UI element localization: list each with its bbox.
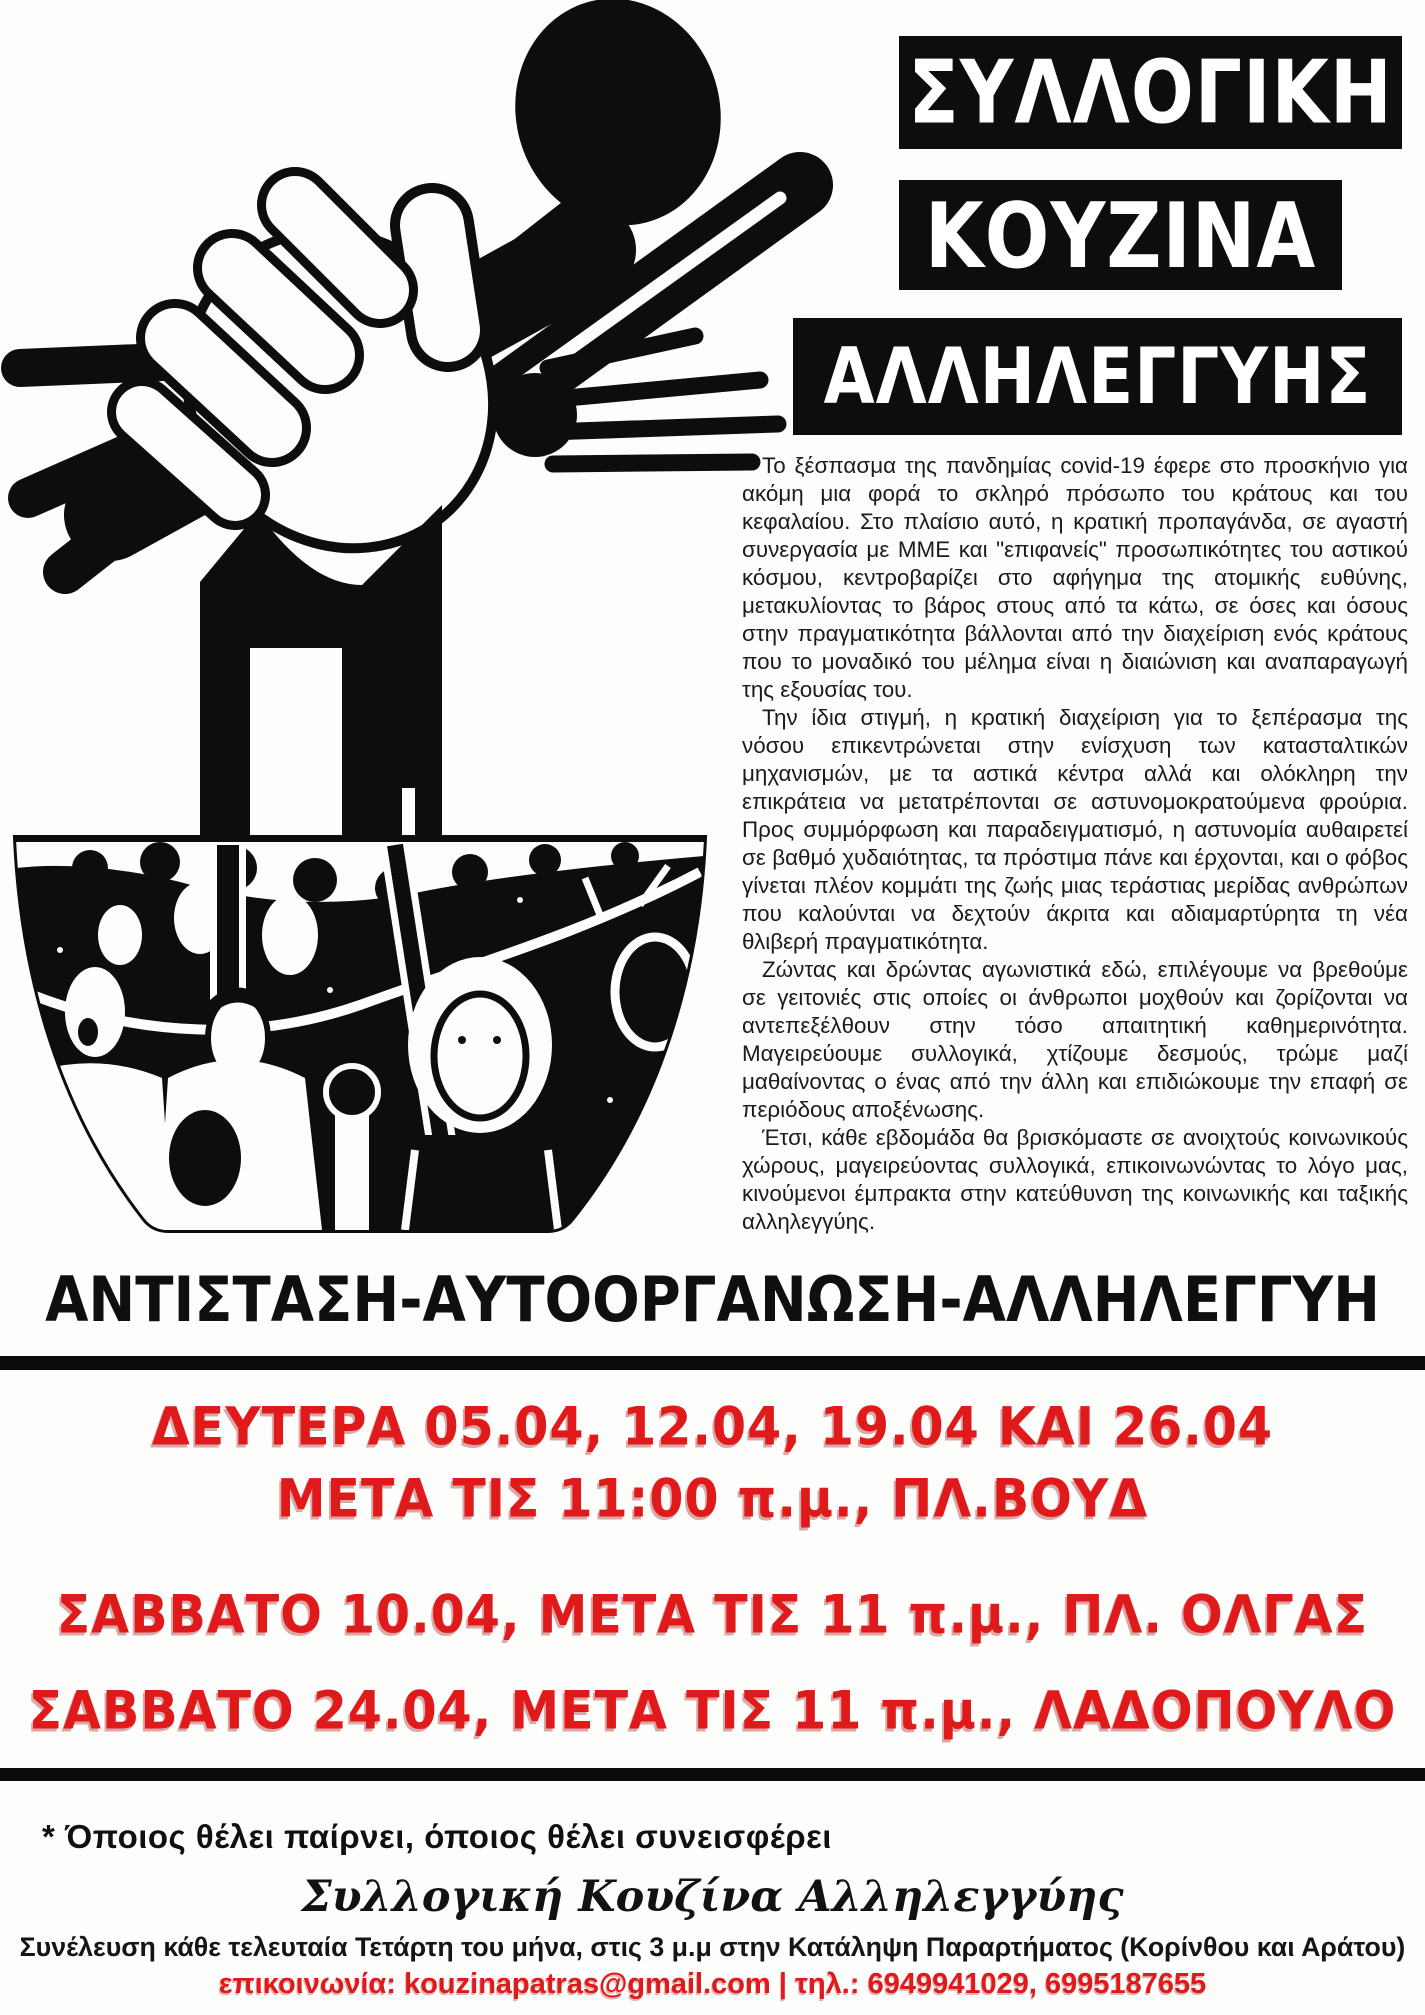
- divider-bar-top: [0, 1356, 1425, 1370]
- schedule-line-mondays: ΔΕΥΤΕΡΑ 05.04, 12.04, 19.04 ΚΑΙ 26.04: [151, 1395, 1274, 1458]
- title-block-1: [899, 36, 1402, 149]
- assembly-info: Συνέλευση κάθε τελευταία Τετάρτη του μήνα, στις 3 μ.μ στην Κατάληψη Παραρτήματος (Κορίνθου και Αράτου): [19, 1932, 1406, 1962]
- body-paragraph-3: Ζώντας και δρώντας αγωνιστικά εδώ, επιλέγουμε να βρεθούμε σε γειτονιές στις οποίες οι άνθρωποι μοχθούν και ζορίζονται να αντεπεξέλθουν στην τόσο απαιτητική καθημερινότητα. Μαγειρεύουμε συλλογικά, χτίζουμε δεσμούς, τρώμε μαζί μαθαίνοντας ο ένας από την άλλη και επιδιώκουμε την επαφή σε περιόδους αποξένωσης.: [742, 957, 1408, 1122]
- body-paragraph-4: Έτσι, κάθε εβδομάδα θα βρισκόμαστε σε ανοιχτούς κοινωνικούς χώρους, μαγειρεύοντας συλλογικά, επικοινωνώντας το λόγο μας, κινούμενοι έμπρακτα στην κατεύθυνση της κοινωνικής και ταξικής αλληλεγγύης.: [742, 1125, 1408, 1234]
- slogan-line: ΑΝΤΙΣΤΑΣΗ-ΑΥΤΟΟΡΓΑΝΩΣΗ-ΑΛΛΗΛΕΓΓΥΗ: [45, 1264, 1380, 1337]
- pot-crowd-illustration: [16, 838, 743, 1235]
- schedule-line-mondays-time: ΜΕΤΑ ΤΙΣ 11:00 π.μ., ΠΛ.ΒΟΥΔ: [276, 1467, 1149, 1530]
- spoon-icon: [491, 0, 744, 247]
- title-block-2: [899, 180, 1342, 290]
- title-line-1: ΣΥΛΛΟΓΙΚΗ: [908, 41, 1393, 144]
- schedule-line-saturday-10: ΣΑΒΒΑΤΟ 10.04, ΜΕΤΑ ΤΙΣ 11 π.μ., ΠΛ. ΟΛΓΑΣ: [56, 1583, 1369, 1646]
- title-line-3: ΑΛΛΗΛΕΓΓΥΗΣ: [823, 331, 1372, 422]
- organization-name: Συλλογική Κουζίνα Αλληλεγγύης: [301, 1872, 1124, 1922]
- footer-note: * Όποιος θέλει παίρνει, όποιος θέλει συνεισφέρει: [42, 1818, 832, 1855]
- body-paragraph-1: Το ξέσπασμα της πανδημίας covid-19 έφερε στο προσκήνιο για ακόμη μια φορά το σκληρό πρόσωπο του κράτους και του κεφαλαίου. Στο πλαίσιο αυτό, η κρατική προπαγάνδα, σε αγαστή συνεργασία με ΜΜΕ και "επιφανείς" προσωπικότητες του αστικού κόσμου, κεντροβαρίζει στο αφήγημα της ατομικής ευθύνης, μετακυλίοντας το βάρος στους από τα κάτω, σε όσες και όσους στην πραγματικότητα βάλλονται από την διαχείριση ενός κράτους που το μοναδικό του μέλημα είναι η διαιώνιση και αναπαραγωγή της εξουσίας του.: [742, 453, 1408, 702]
- title-block-3: [793, 318, 1402, 435]
- body-paragraph-2: Την ίδια στιγμή, η κρατική διαχείριση για το ξεπέρασμα της νόσου επικεντρώνεται στην ενίσχυση των κατασταλτικών μηχανισμών, με τα αστικά κέντρα αλλά και ολόκληρη την επικράτεια να μετατρέπονται σε αστυνομοκρατούμενα φρούρια. Προς συμμόρφωση και παραδειγματισμό, η αστυνομία αυθαιρετεί σε βαθμό χυδαιότητας, τα πρόστιμα πάνε και έρχονται, και ο φόβος γίνεται πλέον κομμάτι της ζωής μιας τεράστιας μερίδας ανθρώπων που καλούνται να δεχτούν άκριτα και αδιαμαρτύρητα τη νέα θλιβερή πραγματικότητα.: [742, 705, 1408, 954]
- contact-info: επικοινωνία: kouzinapatras@gmail.com | τηλ.: 6949941029, 6995187655: [218, 1968, 1207, 2000]
- divider-bar-bottom: [0, 1768, 1425, 1781]
- fist-utensils-pot-illustration: [0, 0, 840, 1260]
- raised-fist-icon: [125, 172, 554, 609]
- title-line-2: ΚΟΥΖΙΝΑ: [924, 182, 1317, 288]
- body-text-column: [742, 452, 1408, 1236]
- forearm-shape: [200, 505, 442, 844]
- schedule-line-saturday-24: ΣΑΒΒΑΤΟ 24.04, ΜΕΤΑ ΤΙΣ 11 π.μ., ΛΑΔΟΠΟΥΛΟ: [28, 1679, 1397, 1742]
